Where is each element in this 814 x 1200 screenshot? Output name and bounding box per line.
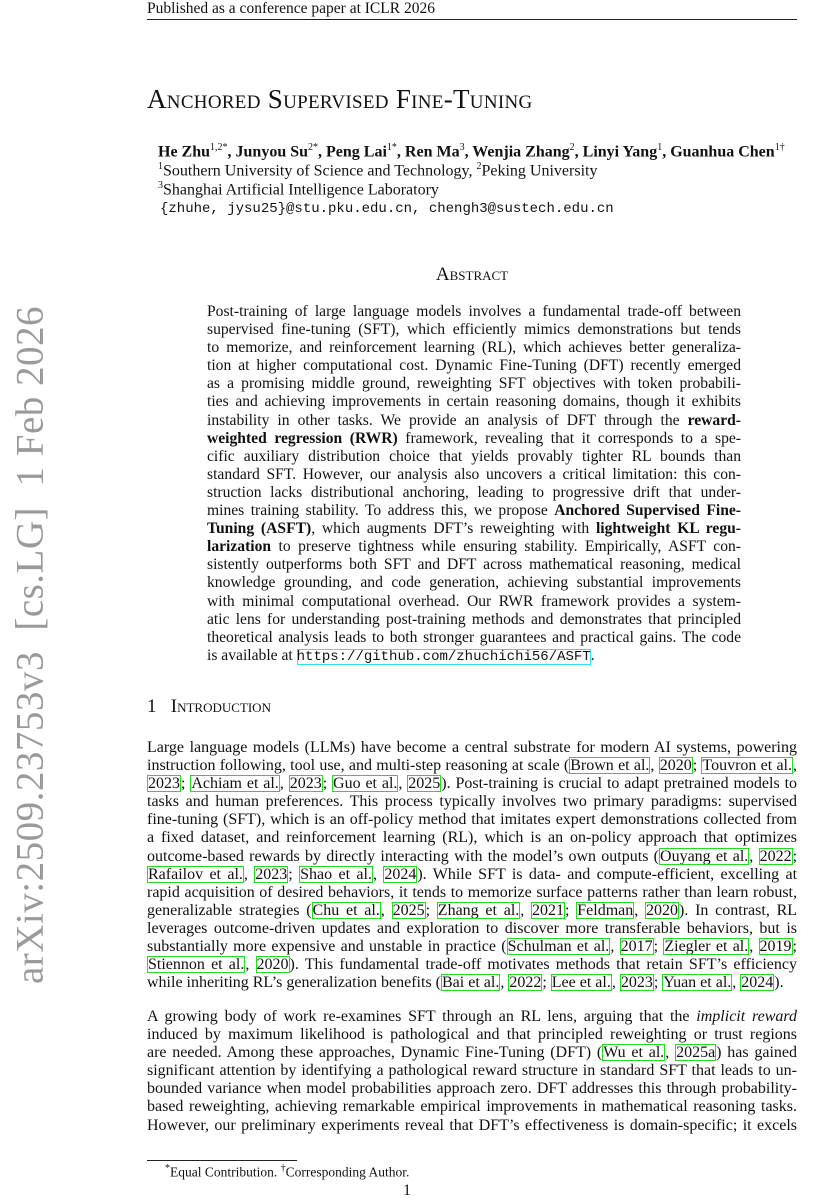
bold-text: reward- — [687, 411, 741, 429]
author-separator: , — [464, 143, 473, 161]
text-run: ). Post-training is crucial to adapt pretrained models to — [441, 775, 798, 793]
text-run: , — [793, 757, 798, 775]
header-rule — [147, 19, 797, 20]
author-affiliation-marker: 2* — [308, 142, 319, 153]
text-run: atic lens for understanding post-training methods and demonstrates that principled — [207, 610, 741, 628]
intro-paragraph-2 — [147, 1008, 797, 1135]
citation-link[interactable]: Chu et al. — [312, 901, 380, 919]
bold-text: Anchored Supervised Fine- — [554, 502, 741, 520]
text-line — [147, 811, 797, 829]
text-line — [147, 1026, 797, 1044]
text-run: , — [634, 901, 646, 919]
text-run: with minimal computational overhead. Our RWR framework provides a system- — [207, 592, 741, 610]
author-name: Linyi Yang — [582, 143, 658, 161]
citation-link[interactable]: 2024 — [741, 974, 774, 992]
arxiv-stamp: arXiv:2509.23753v3 [cs.LG] 1 Feb 2026 — [8, 305, 52, 985]
section-title: Introduction — [170, 696, 271, 717]
citation-link[interactable]: Shao et al. — [300, 865, 372, 883]
text-run: tion at higher computational cost. Dynamic Fine-Tuning (DFT) recently emerged — [207, 357, 741, 375]
text-run: , — [380, 901, 392, 919]
citation-link[interactable]: 2021 — [532, 901, 565, 919]
author-separator: , — [318, 143, 327, 161]
text-run: mines training stability. To address this, we propose — [207, 502, 555, 520]
author-affiliation-marker: 1† — [774, 142, 785, 153]
text-line — [147, 1080, 797, 1098]
text-line — [207, 430, 741, 448]
text-run: . — [590, 646, 595, 664]
author-affiliation-marker: 1,2 — [210, 142, 223, 153]
text-run: fine-tuning (SFT), which is an off-policy method that imitates expert demonstrations collected from — [147, 811, 797, 829]
text-line — [147, 920, 797, 938]
text-line — [207, 556, 741, 574]
text-line — [147, 739, 797, 757]
page-number: 1 — [403, 1182, 411, 1199]
text-run: Post-training of large language models involves a fundamental trade-off between — [207, 303, 741, 320]
text-run: , — [732, 974, 741, 992]
text-run: rapid acquisition of desired behaviors, it tends to memorize surface patterns rather than learn robust, — [147, 883, 797, 901]
text-run: , — [520, 901, 532, 919]
text-line — [147, 775, 797, 793]
text-run: , — [665, 1044, 676, 1062]
intro-paragraph-1 — [147, 739, 797, 992]
text-line — [207, 393, 741, 411]
text-run: instability in other tasks. We provide an analysis of DFT through the — [207, 411, 688, 429]
text-run: ; — [792, 847, 798, 865]
affiliation-marker: 3 — [158, 180, 163, 191]
text-run: ; — [692, 757, 702, 775]
citation-link[interactable]: 2025 — [408, 775, 441, 793]
text-run: ; — [565, 901, 577, 919]
citation-link[interactable]: 2020 — [256, 956, 289, 974]
author-name: Guanhua Chen — [670, 143, 775, 161]
affiliation-marker: 2 — [476, 161, 482, 172]
text-run: is available at — [207, 646, 297, 664]
text-line — [207, 647, 741, 665]
citation-link[interactable]: 2024 — [384, 865, 417, 883]
citation-link[interactable]: Ziegler et al. — [664, 938, 749, 956]
text-run: tasks and human preferences. This process typically involves two primary paradigms: supervised — [147, 793, 797, 811]
text-run: substantially more expensive and unstable in practice ( — [147, 938, 507, 956]
text-line — [147, 866, 797, 884]
author-name: Peng Lai — [326, 143, 387, 161]
text-run: while inheriting RL’s generalization benefits ( — [147, 974, 441, 992]
citation-link[interactable]: 2023 — [255, 865, 288, 883]
text-run: instruction following, tool use, and multi-step reasoning at scale ( — [147, 757, 570, 775]
affiliation-text: Southern University of Science and Technology, — [163, 162, 477, 180]
text-run: significant attention by identifying a pathological reward structure in standard SFT that leads to un- — [147, 1062, 797, 1080]
text-run: , — [749, 847, 759, 865]
text-line — [147, 884, 797, 902]
text-run: sistently outperforms both SFT and DFT across mathematical reasoning, medical — [207, 556, 741, 574]
author-emails: {zhuhe, jysu25}@stu.pku.edu.cn, chengh3@sustech.edu.cn — [160, 201, 614, 217]
text-run: supervised fine-tuning (SFT), which efficiently mimics demonstrations but tends — [207, 321, 741, 339]
author-list — [158, 142, 785, 161]
text-run: ; — [542, 974, 551, 992]
text-run: Large language models (LLMs) have become a central substrate for modern AI systems, powering — [147, 739, 797, 756]
citation-link[interactable]: Schulman et al. — [507, 938, 610, 956]
text-run: , — [610, 938, 620, 956]
author-affiliation-marker: 2 — [569, 142, 575, 153]
citation-link[interactable]: Brown et al. — [570, 757, 650, 775]
text-line — [207, 520, 741, 538]
text-line — [207, 593, 741, 611]
code-url-link[interactable]: https://github.com/zhuchichi56/ASFT — [296, 648, 591, 665]
text-line — [207, 538, 741, 556]
text-line — [207, 412, 741, 430]
text-run: struction lacks distributional anchoring, leading to progressive drift that under- — [207, 483, 741, 501]
text-run: ; — [653, 938, 664, 956]
footnote-text: Equal Contribution. — [170, 1164, 281, 1180]
text-run: ). — [774, 974, 784, 992]
text-line — [147, 793, 797, 811]
text-run: ; — [181, 775, 191, 793]
affiliation-text: Peking University — [481, 162, 598, 180]
text-run: , — [500, 974, 509, 992]
citation-link[interactable]: 2022 — [759, 847, 792, 865]
footnote-text: Corresponding Author. — [285, 1164, 410, 1180]
author-affiliation-marker: 1 — [657, 142, 663, 153]
text-run: ; — [653, 974, 663, 992]
text-line — [147, 974, 797, 992]
citation-link[interactable]: Achiam et al. — [191, 775, 279, 793]
author-name: Wenjia Zhang — [472, 143, 570, 161]
citation-link[interactable]: 2023 — [289, 775, 322, 793]
text-run: to memorize, and reinforcement learning (RL), which achieves better generaliza- — [207, 339, 741, 357]
text-run: standard SFT. However, our analysis also uncovers a critical limitation: this con- — [207, 465, 741, 483]
text-line — [207, 357, 741, 375]
bold-text: lightweight KL regu- — [595, 520, 741, 538]
citation-link[interactable]: Lee et al. — [551, 974, 611, 992]
text-line — [147, 757, 797, 775]
citation-link[interactable]: 2023 — [148, 775, 180, 793]
citation-link[interactable]: 2020 — [659, 757, 692, 775]
footnote — [165, 1163, 409, 1181]
text-run: ). In contrast, RL — [679, 901, 798, 919]
author-name: He Zhu — [158, 143, 211, 161]
text-run: , — [372, 865, 384, 883]
text-line — [207, 611, 741, 629]
citation-link[interactable]: Touvron et al. — [702, 757, 793, 775]
text-run: ) has gained — [716, 1044, 798, 1062]
text-line — [207, 574, 741, 592]
text-run: , — [243, 865, 255, 883]
citation-link[interactable]: 2017 — [620, 938, 653, 956]
section-number: 1 — [147, 696, 157, 717]
text-line — [147, 902, 797, 920]
text-line — [207, 629, 741, 647]
text-line — [147, 1098, 797, 1116]
text-run: generalizable strategies ( — [147, 901, 312, 919]
citation-link[interactable]: Feldman — [577, 901, 634, 919]
paper-title: Anchored Supervised Fine-Tuning — [147, 84, 533, 114]
italic-text: implicit reward — [696, 1008, 798, 1025]
equal-contribution-mark: * — [222, 142, 228, 153]
citation-link[interactable]: 2022 — [509, 974, 542, 992]
bold-text: Tuning (ASFT) — [207, 520, 312, 538]
citation-link[interactable]: Zhang et al. — [437, 901, 520, 919]
author-name: Junyou Su — [235, 143, 309, 161]
text-run: , — [245, 956, 256, 974]
text-line — [207, 321, 741, 339]
text-line — [207, 303, 741, 321]
text-line — [147, 829, 797, 847]
author-name: Ren Ma — [404, 143, 460, 161]
text-run: However, our preliminary experiments reveal that DFT’s effectiveness is domain-specific; it excels — [147, 1116, 797, 1134]
citation-link[interactable]: Stiennon et al. — [148, 956, 245, 974]
citation-link[interactable]: 2025 — [392, 901, 425, 919]
citation-link[interactable]: 2020 — [646, 901, 679, 919]
running-header: Published as a conference paper at ICLR 2026 — [147, 0, 435, 17]
text-line — [147, 1062, 797, 1080]
text-line — [207, 339, 741, 357]
citation-link[interactable]: 2025a — [676, 1044, 716, 1062]
text-run: cific auxiliary distribution choice that yields provably tighter RL bounds than — [207, 447, 741, 465]
bold-text: larization — [207, 538, 272, 556]
citation-link[interactable]: Wu et al. — [603, 1044, 665, 1062]
text-line — [147, 848, 797, 866]
text-run: ). This fundamental trade-off motivates methods that retain SFT’s efficiency — [289, 956, 798, 974]
affiliation-marker: 1 — [158, 161, 163, 172]
author-affiliation-marker: 1* — [386, 142, 397, 153]
text-line — [147, 956, 797, 974]
abstract-heading: Abstract — [435, 264, 509, 285]
affiliation-line-2 — [158, 180, 439, 199]
text-run: ; — [425, 901, 437, 919]
citation-link[interactable]: Rafailov et al. — [148, 865, 243, 883]
affiliation-line-1 — [158, 161, 597, 180]
text-run: , — [398, 775, 408, 793]
author-separator: , — [662, 143, 671, 161]
author-separator: , — [227, 143, 236, 161]
text-run: ). While SFT is data- and compute-efficient, excelling at — [417, 865, 798, 883]
author-affiliation-marker: 3 — [459, 142, 465, 153]
text-run: , — [650, 757, 659, 775]
text-run: leverages outcome-driven updates and exploration to discover more transferable behaviors, but is — [147, 919, 797, 937]
text-line — [147, 1044, 797, 1062]
text-run: based reweighting, achieving remarkable empirical improvements in mathematical reasoning tasks. — [147, 1098, 797, 1116]
text-run: , — [279, 775, 289, 793]
text-run: ; — [288, 865, 300, 883]
citation-link[interactable]: 2019 — [759, 938, 792, 956]
text-run: , — [749, 938, 759, 956]
text-run: a fixed dataset, and reinforcement learning (RL), which is an on-policy approach that optimizes — [147, 829, 797, 847]
text-run: are needed. Among these approaches, Dynamic Fine-Tuning (DFT) ( — [147, 1044, 603, 1062]
citation-link[interactable]: Guo et al. — [333, 775, 398, 793]
text-line — [147, 1117, 797, 1135]
abstract-body — [207, 303, 741, 665]
text-run: outcome-based rewards by directly interacting with the model’s own outputs ( — [147, 847, 660, 865]
author-separator: , — [574, 143, 583, 161]
text-run: framework, revealing that it corresponds to a spe- — [397, 429, 741, 447]
text-run: as a promising middle ground, reweighting SFT objectives with token probabili- — [207, 375, 741, 393]
text-line — [207, 502, 741, 520]
footnote-mark: * — [165, 1163, 170, 1174]
author-separator: , — [396, 143, 405, 161]
affiliation-text: Shanghai Artificial Intelligence Laboratory — [163, 181, 439, 199]
text-run: bounded variance when model probabilities approach zero. DFT addresses this through probability- — [147, 1080, 797, 1098]
text-run: A growing body of work re-examines SFT through an RL lens, arguing that the — [147, 1008, 697, 1025]
text-run: induced by maximum likelihood is pathological and that principled reweighting or trust regions — [147, 1026, 797, 1044]
text-line — [147, 938, 797, 956]
text-run: to preserve tightness while ensuring stability. Empirically, ASFT con- — [271, 538, 741, 556]
bold-text: weighted regression (RWR) — [207, 429, 398, 447]
citation-link[interactable]: 2023 — [620, 974, 653, 992]
footnote-mark: † — [280, 1163, 286, 1174]
text-line — [207, 484, 741, 502]
text-line — [147, 1008, 797, 1026]
text-line — [207, 448, 741, 466]
text-run: , which augments DFT’s reweighting with — [311, 520, 596, 538]
text-run: , — [611, 974, 620, 992]
text-run: ; — [792, 938, 797, 956]
section-heading-introduction — [147, 696, 271, 718]
citation-link[interactable]: Ouyang et al. — [660, 847, 749, 865]
citation-link[interactable]: Yuan et al. — [663, 974, 732, 992]
citation-link[interactable]: Bai et al. — [442, 974, 500, 992]
footnote-rule — [147, 1160, 297, 1161]
text-run: knowledge grounding, and code generation, achieving substantial improvements — [207, 574, 741, 592]
text-run: theoretical analysis leads to both stronger guarantees and practical gains. The code — [207, 628, 741, 646]
text-line — [207, 375, 741, 393]
text-run: ; — [322, 775, 333, 793]
text-run: ties and achieving improvements in certain reasoning domains, though it exhibits — [207, 393, 741, 411]
text-line — [207, 466, 741, 484]
